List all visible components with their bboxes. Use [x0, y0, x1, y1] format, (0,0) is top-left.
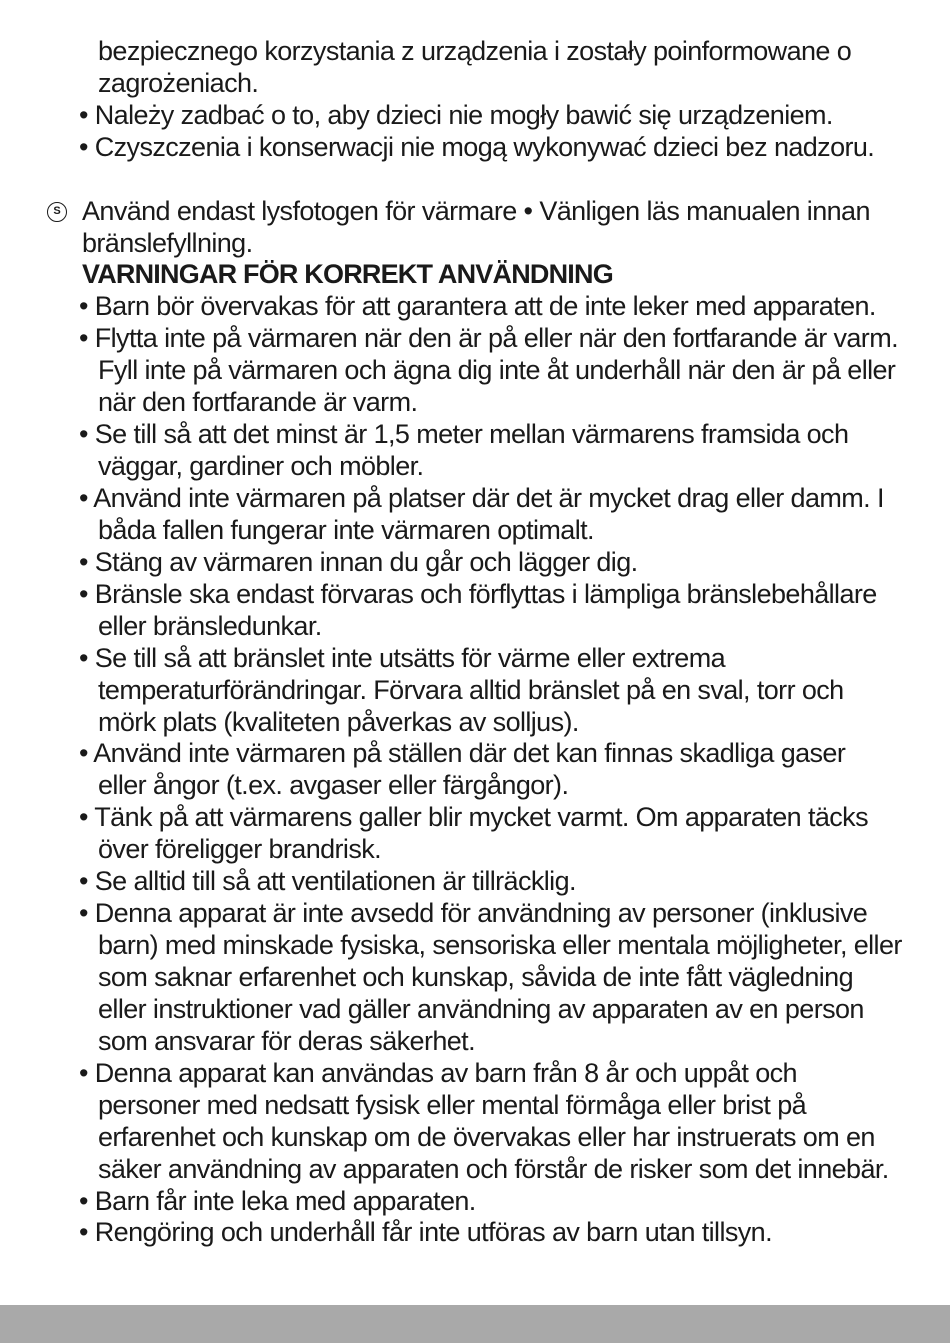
sv-section-heading: VARNINGAR FÖR KORREKT ANVÄNDNING — [82, 259, 613, 289]
sv-intro-line: bränslefyllning. — [82, 228, 253, 258]
sv-line: • Se till så att det minst är 1,5 meter mellan värmarens framsida och — [79, 419, 849, 449]
sv-line: Fyll inte på värmaren och ägna dig inte åt underhåll när den är på eller — [98, 355, 896, 385]
sv-line: väggar, gardiner och möbler. — [98, 451, 424, 481]
sv-line: mörk plats (kvaliteten påverkas av solljus). — [98, 707, 579, 737]
sv-line: • Barn bör övervakas för att garantera att de inte leker med apparaten. — [79, 291, 876, 321]
footer-bar — [0, 1305, 950, 1343]
sv-line: • Använd inte värmaren på ställen där det kan finnas skadliga gaser — [79, 738, 846, 768]
pl-bullet: • Należy zadbać o to, aby dzieci nie mogły bawić się urządzeniem. — [79, 100, 833, 130]
pl-text-line: zagrożeniach. — [98, 68, 259, 98]
sv-line: eller instruktioner vad gäller användning av apparaten av en person — [98, 994, 864, 1024]
sv-line: säker användning av apparaten och förstår de risker som det innebär. — [98, 1154, 889, 1184]
sv-line: • Rengöring och underhåll får inte utföras av barn utan tillsyn. — [79, 1217, 772, 1247]
sv-line: temperaturförändringar. Förvara alltid bränslet på en sval, torr och — [98, 675, 844, 705]
sv-line: som ansvarar för deras säkerhet. — [98, 1026, 475, 1056]
pl-bullet: • Czyszczenia i konserwacji nie mogą wykonywać dzieci bez nadzoru. — [79, 132, 875, 162]
sv-line: • Denna apparat är inte avsedd för användning av personer (inklusive — [79, 898, 868, 928]
pl-text-line: bezpiecznego korzystania z urządzenia i zostały poinformowane o — [98, 36, 852, 66]
sv-line: • Stäng av värmaren innan du går och lägger dig. — [79, 547, 638, 577]
sv-line: personer med nedsatt fysisk eller mental förmåga eller brist på — [98, 1090, 807, 1120]
sv-line: över föreligger brandrisk. — [98, 834, 382, 864]
sv-line: • Se alltid till så att ventilationen är tillräcklig. — [79, 866, 576, 896]
sv-line: • Bränsle ska endast förvaras och förflyttas i lämpliga bränslebehållare — [79, 579, 877, 609]
sv-line: • Denna apparat kan användas av barn från 8 år och uppåt och — [79, 1058, 797, 1088]
sv-line: eller ångor (t.ex. avgaser eller färgångor). — [98, 770, 569, 800]
sv-line: barn) med minskade fysiska, sensoriska eller mentala möjligheter, eller — [98, 930, 902, 960]
sv-line: när den fortfarande är varm. — [98, 387, 418, 417]
sv-line: erfarenhet och kunskap om de övervakas eller har instruerats om en — [98, 1122, 875, 1152]
sv-line: • Tänk på att värmarens galler blir mycket varmt. Om apparaten täcks — [79, 802, 868, 832]
sv-line: • Se till så att bränslet inte utsätts för värme eller extrema — [79, 643, 726, 673]
sv-line: • Flytta inte på värmaren när den är på eller när den fortfarande är varm. — [79, 323, 898, 353]
swedish-language-icon: S — [47, 202, 67, 222]
sv-line: • Använd inte värmaren på platser där det är mycket drag eller damm. I — [79, 483, 884, 513]
sv-line: som saknar erfarenhet och kunskap, såvida de inte fått vägledning — [98, 962, 853, 992]
sv-line: eller bränsledunkar. — [98, 611, 322, 641]
sv-line: båda fallen fungerar inte värmaren optimalt. — [98, 515, 594, 545]
sv-line: • Barn får inte leka med apparaten. — [79, 1186, 476, 1216]
sv-intro-line: Använd endast lysfotogen för värmare • Vänligen läs manualen innan — [82, 196, 870, 226]
